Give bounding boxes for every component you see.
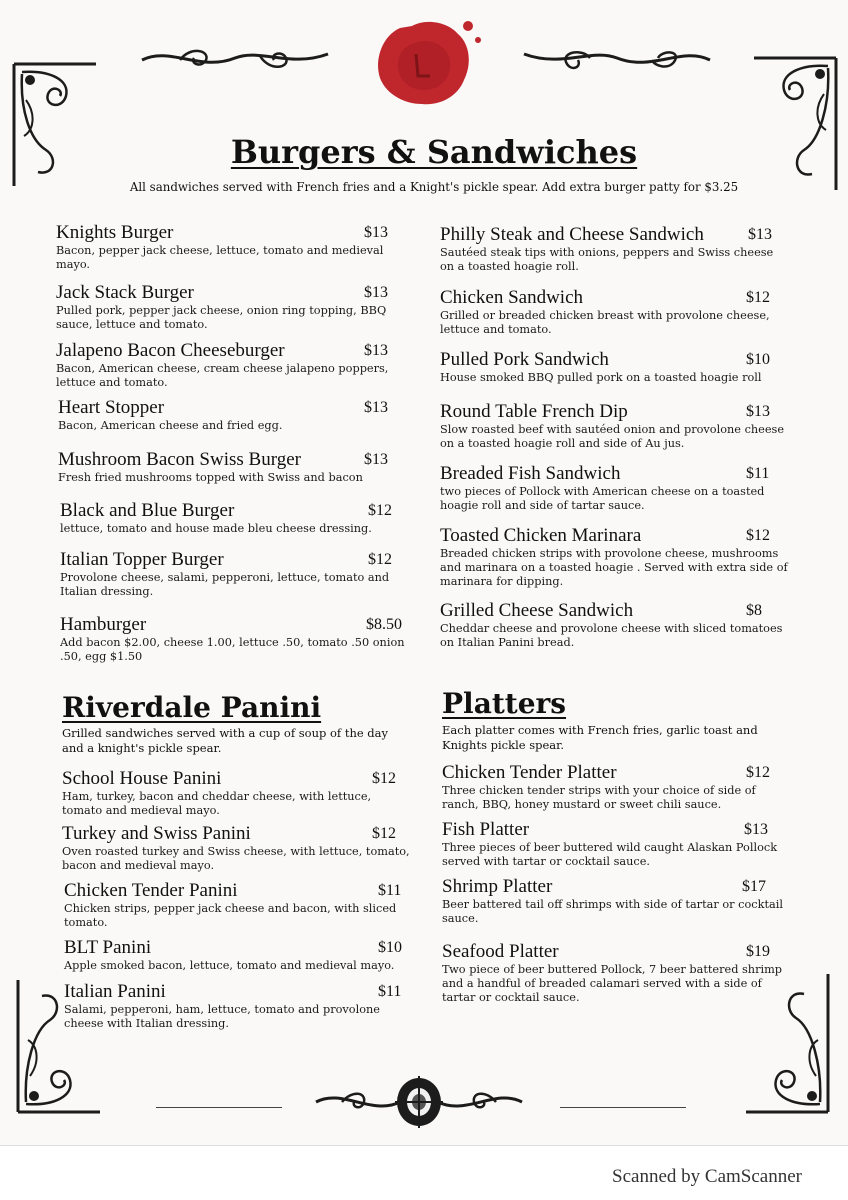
- item-name: Knights Burger: [56, 222, 174, 243]
- menu-item: [440, 287, 790, 337]
- item-description: Three pieces of beer buttered wild caught Alaskan Pollock served with tartar or cocktail sauce.: [442, 841, 778, 868]
- item-description: Fresh fried mushrooms topped with Swiss and bacon: [58, 471, 363, 484]
- menu-item: [60, 614, 416, 664]
- menu-item: [60, 549, 416, 599]
- section-intro: Each platter comes with French fries, garlic toast and Knights pickle spear.: [442, 723, 758, 752]
- item-name: Black and Blue Burger: [60, 500, 235, 521]
- menu-item: [62, 823, 412, 873]
- item-description: Cheddar cheese and provolone cheese with sliced tomatoes on Italian Panini bread.: [440, 622, 783, 649]
- item-price: $12: [372, 825, 396, 842]
- item-description: Grilled or breaded chicken breast with provolone cheese, lettuce and tomato.: [440, 309, 770, 336]
- item-description: Ham, turkey, bacon and cheddar cheese, with lettuce, tomato and medieval mayo.: [62, 790, 372, 817]
- item-price: $12: [746, 764, 770, 781]
- flourish-icon: [522, 42, 712, 76]
- page-title: Burgers & Sandwiches: [230, 133, 638, 171]
- item-name: Toasted Chicken Marinara: [440, 525, 642, 546]
- item-price: $12: [372, 770, 396, 787]
- item-price: $10: [746, 351, 770, 368]
- item-name: Jack Stack Burger: [56, 282, 194, 303]
- menu-item: [56, 340, 412, 390]
- item-description: Pulled pork, pepper jack cheese, onion ring topping, BBQ sauce, lettuce and tomato.: [56, 304, 387, 331]
- item-price: $13: [364, 399, 388, 416]
- item-name: Italian Panini: [64, 981, 166, 1002]
- item-description: lettuce, tomato and house made bleu cheese dressing.: [60, 522, 372, 535]
- item-price: $8.50: [366, 616, 402, 633]
- section-title: Platters: [442, 687, 567, 720]
- item-description: Three chicken tender strips with your choice of side of ranch, BBQ, honey mustard or sweet chili sauce.: [442, 784, 756, 811]
- menu-item: [64, 880, 414, 930]
- menu-item: [58, 397, 414, 433]
- item-description: two pieces of Pollock with American cheese on a toasted hoagie roll and side of tartar sauce.: [440, 485, 765, 512]
- item-name: Shrimp Platter: [442, 876, 553, 897]
- item-description: Chicken strips, pepper jack cheese and bacon, with sliced tomato.: [64, 902, 397, 929]
- menu-item: [62, 768, 412, 818]
- item-name: Turkey and Swiss Panini: [62, 823, 251, 844]
- wax-seal-icon: [360, 14, 490, 114]
- item-description: Oven roasted turkey and Swiss cheese, with lettuce, tomato, bacon and medieval mayo.: [62, 845, 410, 872]
- item-name: Breaded Fish Sandwich: [440, 463, 621, 484]
- item-price: $13: [364, 342, 388, 359]
- item-description: Bacon, American cheese and fried egg.: [58, 419, 283, 432]
- menu-item: [440, 349, 790, 385]
- item-description: Two piece of beer buttered Pollock, 7 beer battered shrimp and a handful of breaded calamari served with a side of tartar or cocktail sauce.: [442, 963, 783, 1004]
- item-description: Breaded chicken strips with provolone cheese, mushrooms and marinara on a toasted hoagie . Served with extra side of marinara for dipping.: [440, 547, 788, 588]
- item-price: $12: [746, 527, 770, 544]
- item-price: $19: [746, 943, 770, 960]
- item-name: Chicken Tender Platter: [442, 762, 617, 783]
- menu-item: [440, 224, 790, 274]
- menu-item: [442, 819, 792, 869]
- item-name: BLT Panini: [64, 937, 152, 958]
- item-price: $13: [746, 403, 770, 420]
- item-name: Fish Platter: [442, 819, 530, 840]
- item-name: Grilled Cheese Sandwich: [440, 600, 634, 621]
- menu-item: [60, 500, 416, 536]
- item-price: $11: [378, 983, 402, 1000]
- scanner-watermark: Scanned by CamScanner: [612, 1166, 802, 1187]
- item-price: $11: [746, 465, 770, 482]
- item-price: $12: [368, 551, 392, 568]
- item-description: Add bacon $2.00, cheese 1.00, lettuce .50, tomato .50 onion .50, egg $1.50: [60, 636, 405, 663]
- item-name: Mushroom Bacon Swiss Burger: [58, 449, 301, 470]
- item-name: Jalapeno Bacon Cheeseburger: [56, 340, 285, 361]
- item-name: Round Table French Dip: [440, 401, 628, 422]
- item-name: Seafood Platter: [442, 941, 559, 962]
- item-name: Heart Stopper: [58, 397, 165, 418]
- menu-item: [56, 282, 412, 332]
- item-price: $13: [744, 821, 768, 838]
- menu-item: [56, 222, 412, 272]
- item-name: Chicken Sandwich: [440, 287, 584, 308]
- section-title: Riverdale Panini: [62, 691, 322, 724]
- corner-ornament-icon: [10, 60, 100, 190]
- item-price: $10: [378, 939, 402, 956]
- divider-line: [156, 1107, 282, 1108]
- item-description: Salami, pepperoni, ham, lettuce, tomato and provolone cheese with Italian dressing.: [64, 1003, 380, 1030]
- corner-ornament-icon: [750, 54, 840, 194]
- page-subtitle: All sandwiches served with French fries and a Knight's pickle spear. Add extra burger patty for $3.25: [129, 180, 739, 194]
- item-price: $12: [368, 502, 392, 519]
- item-description: Bacon, pepper jack cheese, lettuce, tomato and medieval mayo.: [56, 244, 384, 271]
- item-price: $8: [746, 602, 762, 619]
- divider-line: [560, 1107, 686, 1108]
- item-description: Beer battered tail off shrimps with side of tartar or cocktail sauce.: [442, 898, 783, 925]
- menu-item: [64, 937, 414, 973]
- menu-item: [440, 525, 796, 589]
- menu-item: [58, 449, 414, 485]
- menu-item: [442, 941, 792, 1005]
- item-name: Chicken Tender Panini: [64, 880, 238, 901]
- item-name: Pulled Pork Sandwich: [440, 349, 609, 370]
- item-price: $13: [364, 451, 388, 468]
- item-description: Sautéed steak tips with onions, peppers and Swiss cheese on a toasted hoagie roll.: [440, 246, 774, 273]
- menu-item: [440, 463, 790, 513]
- medallion-ornament-icon: [312, 1074, 526, 1130]
- item-description: Provolone cheese, salami, pepperoni, lettuce, tomato and Italian dressing.: [60, 571, 390, 598]
- item-description: Bacon, American cheese, cream cheese jalapeno poppers, lettuce and tomato.: [56, 362, 389, 389]
- item-price: $13: [364, 224, 388, 241]
- panini-section: [62, 691, 322, 724]
- item-name: School House Panini: [62, 768, 222, 789]
- menu-item: [64, 981, 414, 1031]
- item-price: $13: [748, 226, 772, 243]
- flourish-icon: [140, 42, 330, 76]
- item-description: House smoked BBQ pulled pork on a toasted hoagie roll: [440, 371, 762, 384]
- item-price: $11: [378, 882, 402, 899]
- item-description: Apple smoked bacon, lettuce, tomato and medieval mayo.: [64, 959, 395, 972]
- item-name: Philly Steak and Cheese Sandwich: [440, 224, 704, 245]
- item-name: Italian Topper Burger: [60, 549, 224, 570]
- item-price: $17: [742, 878, 766, 895]
- platters-section: [442, 687, 567, 720]
- item-name: Hamburger: [60, 614, 147, 635]
- menu-item: [440, 600, 790, 650]
- item-price: $13: [364, 284, 388, 301]
- item-price: $12: [746, 289, 770, 306]
- menu-item: [440, 401, 790, 451]
- item-description: Slow roasted beef with sautéed onion and provolone cheese on a toasted hoagie roll and side of Au jus.: [440, 423, 785, 450]
- section-intro: Grilled sandwiches served with a cup of soup of the day and a knight's pickle spear.: [62, 726, 389, 755]
- menu-item: [442, 876, 792, 926]
- menu-item: [442, 762, 792, 812]
